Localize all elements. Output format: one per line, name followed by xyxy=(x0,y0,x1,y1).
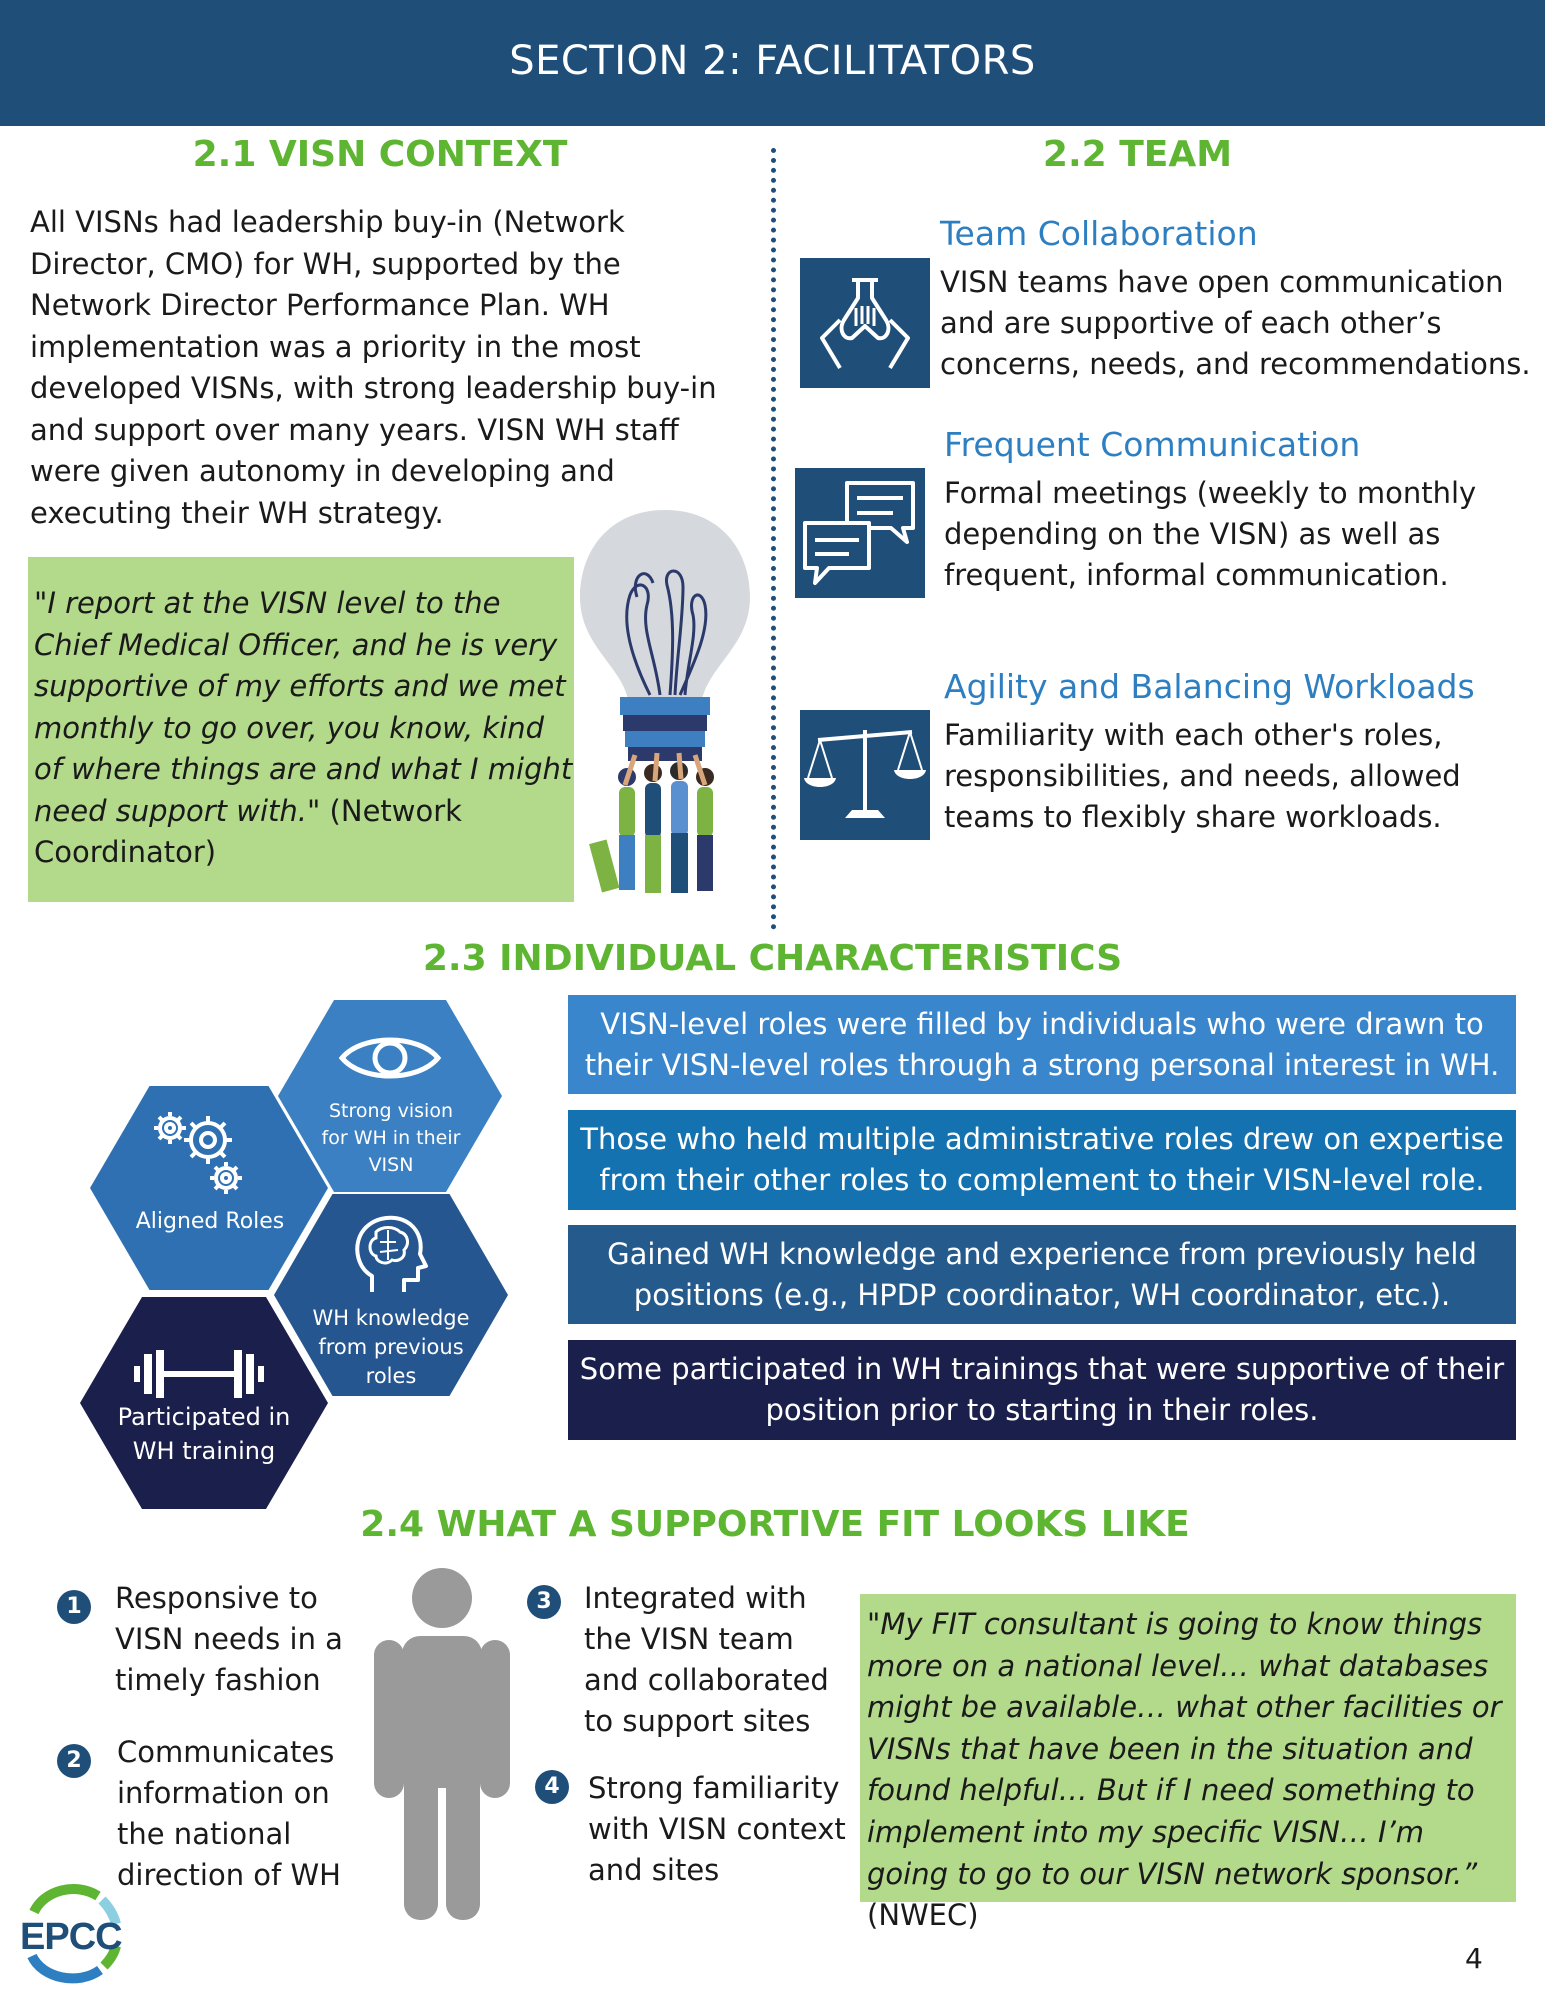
fit-number-2: 2 xyxy=(57,1744,91,1778)
frequent-communication-heading: Frequent Communication xyxy=(944,425,1361,464)
visn-context-title: 2.1 VISN CONTEXT xyxy=(192,134,568,175)
eye-icon xyxy=(338,1030,442,1086)
hands-together-icon xyxy=(800,258,930,388)
visn-context-body: All VISNs had leadership buy-in (Network Director, CMO) for WH, supported by the Network Director Performance Plan. WH implementation was a priority in the most developed VISNs, with strong leadership buy-in and support over many years. VISN WH staff were given autonomy in developing and executing their WH strategy. xyxy=(30,205,717,530)
fit-item-2-text: Communicates information on the national direction of WH xyxy=(117,1735,341,1892)
individual-characteristics-title: 2.3 INDIVIDUAL CHARACTERISTICS xyxy=(422,938,1123,979)
characteristic-box-interest: VISN-level roles were filled by individuals who were drawn to their VISN-level roles through a strong personal interest in WH. xyxy=(568,995,1516,1094)
hex-strong-vision-label: Strong vision for WH in their VISN xyxy=(321,1100,461,1176)
agility-text: Familiarity with each other's roles, responsibilities, and needs, allowed teams to flexibly share workloads. xyxy=(944,718,1461,834)
fit-quote xyxy=(867,1604,1513,1937)
team-collaboration-text: VISN teams have open communication and are supportive of each other’s concerns, needs, and recommendations. xyxy=(940,265,1531,381)
fit-quote-attribution: (NWEC) xyxy=(867,1898,979,1933)
fit-number-4: 4 xyxy=(535,1770,569,1804)
team-collaboration-heading: Team Collaboration xyxy=(940,214,1258,253)
page-title: SECTION 2: FACILITATORS xyxy=(509,38,1036,84)
gears-icon xyxy=(146,1106,266,1196)
visn-quote-attribution: (Network Coordinator) xyxy=(34,793,462,869)
frequent-communication-text: Formal meetings (weekly to monthly depending on the VISN) as well as frequent, informal communication. xyxy=(944,476,1477,592)
characteristic-box-experience: Gained WH knowledge and experience from previously held positions (e.g., HPDP coordinator, WH coordinator, etc.). xyxy=(568,1225,1516,1324)
team-title: 2.2 TEAM xyxy=(1042,134,1233,175)
chat-bubbles-icon xyxy=(795,468,925,598)
characteristic-box-expertise: Those who held multiple administrative roles drew on expertise from their other roles to complement to their VISN-level role. xyxy=(568,1110,1516,1210)
supportive-fit-title: 2.4 WHAT A SUPPORTIVE FIT LOOKS LIKE xyxy=(360,1504,1190,1545)
brain-head-icon xyxy=(350,1210,430,1296)
hex-wh-training-label: Participated in WH training xyxy=(117,1403,291,1465)
fit-number-1: 1 xyxy=(57,1590,91,1624)
visn-quote xyxy=(34,583,574,874)
fit-item-1-text: Responsive to VISN needs in a timely fashion xyxy=(115,1581,343,1697)
balance-scale-icon xyxy=(800,710,930,840)
lightbulb-team-illustration xyxy=(575,505,755,900)
hex-wh-knowledge-label: WH knowledge from previous roles xyxy=(312,1306,470,1388)
fit-number-3: 3 xyxy=(527,1585,561,1619)
fit-item-3-text: Integrated with the VISN team and collaborated to support sites xyxy=(584,1581,829,1738)
characteristic-box-trainings: Some participated in WH trainings that were supportive of their position prior to starting in their roles. xyxy=(568,1340,1516,1440)
fit-item-4-text: Strong familiarity with VISN context and sites xyxy=(588,1771,846,1887)
hex-aligned-roles-label: Aligned Roles xyxy=(135,1209,285,1234)
agility-heading: Agility and Balancing Workloads xyxy=(944,667,1475,706)
fit-quote-text: "My FIT consultant is going to know things more on a national level… what databases might be available… what other facilities or VISNs that have been in the situation and found helpful… But if I need something to implement into my specific VISN… I’m going to go to our VISN network sponsor.” xyxy=(867,1607,1502,1891)
page-number: 4 xyxy=(1465,1942,1483,1975)
person-silhouette-icon xyxy=(370,1568,514,1924)
epcc-logo-text: EPCC xyxy=(20,1916,122,1958)
dumbbell-icon xyxy=(132,1346,266,1402)
column-divider xyxy=(771,148,776,930)
visn-quote-text: "I report at the VISN level to the Chief Medical Officer, and he is very supportive of my efforts and we met monthly to go over, you know, kind of where things are and what I might need support with." xyxy=(34,586,573,828)
